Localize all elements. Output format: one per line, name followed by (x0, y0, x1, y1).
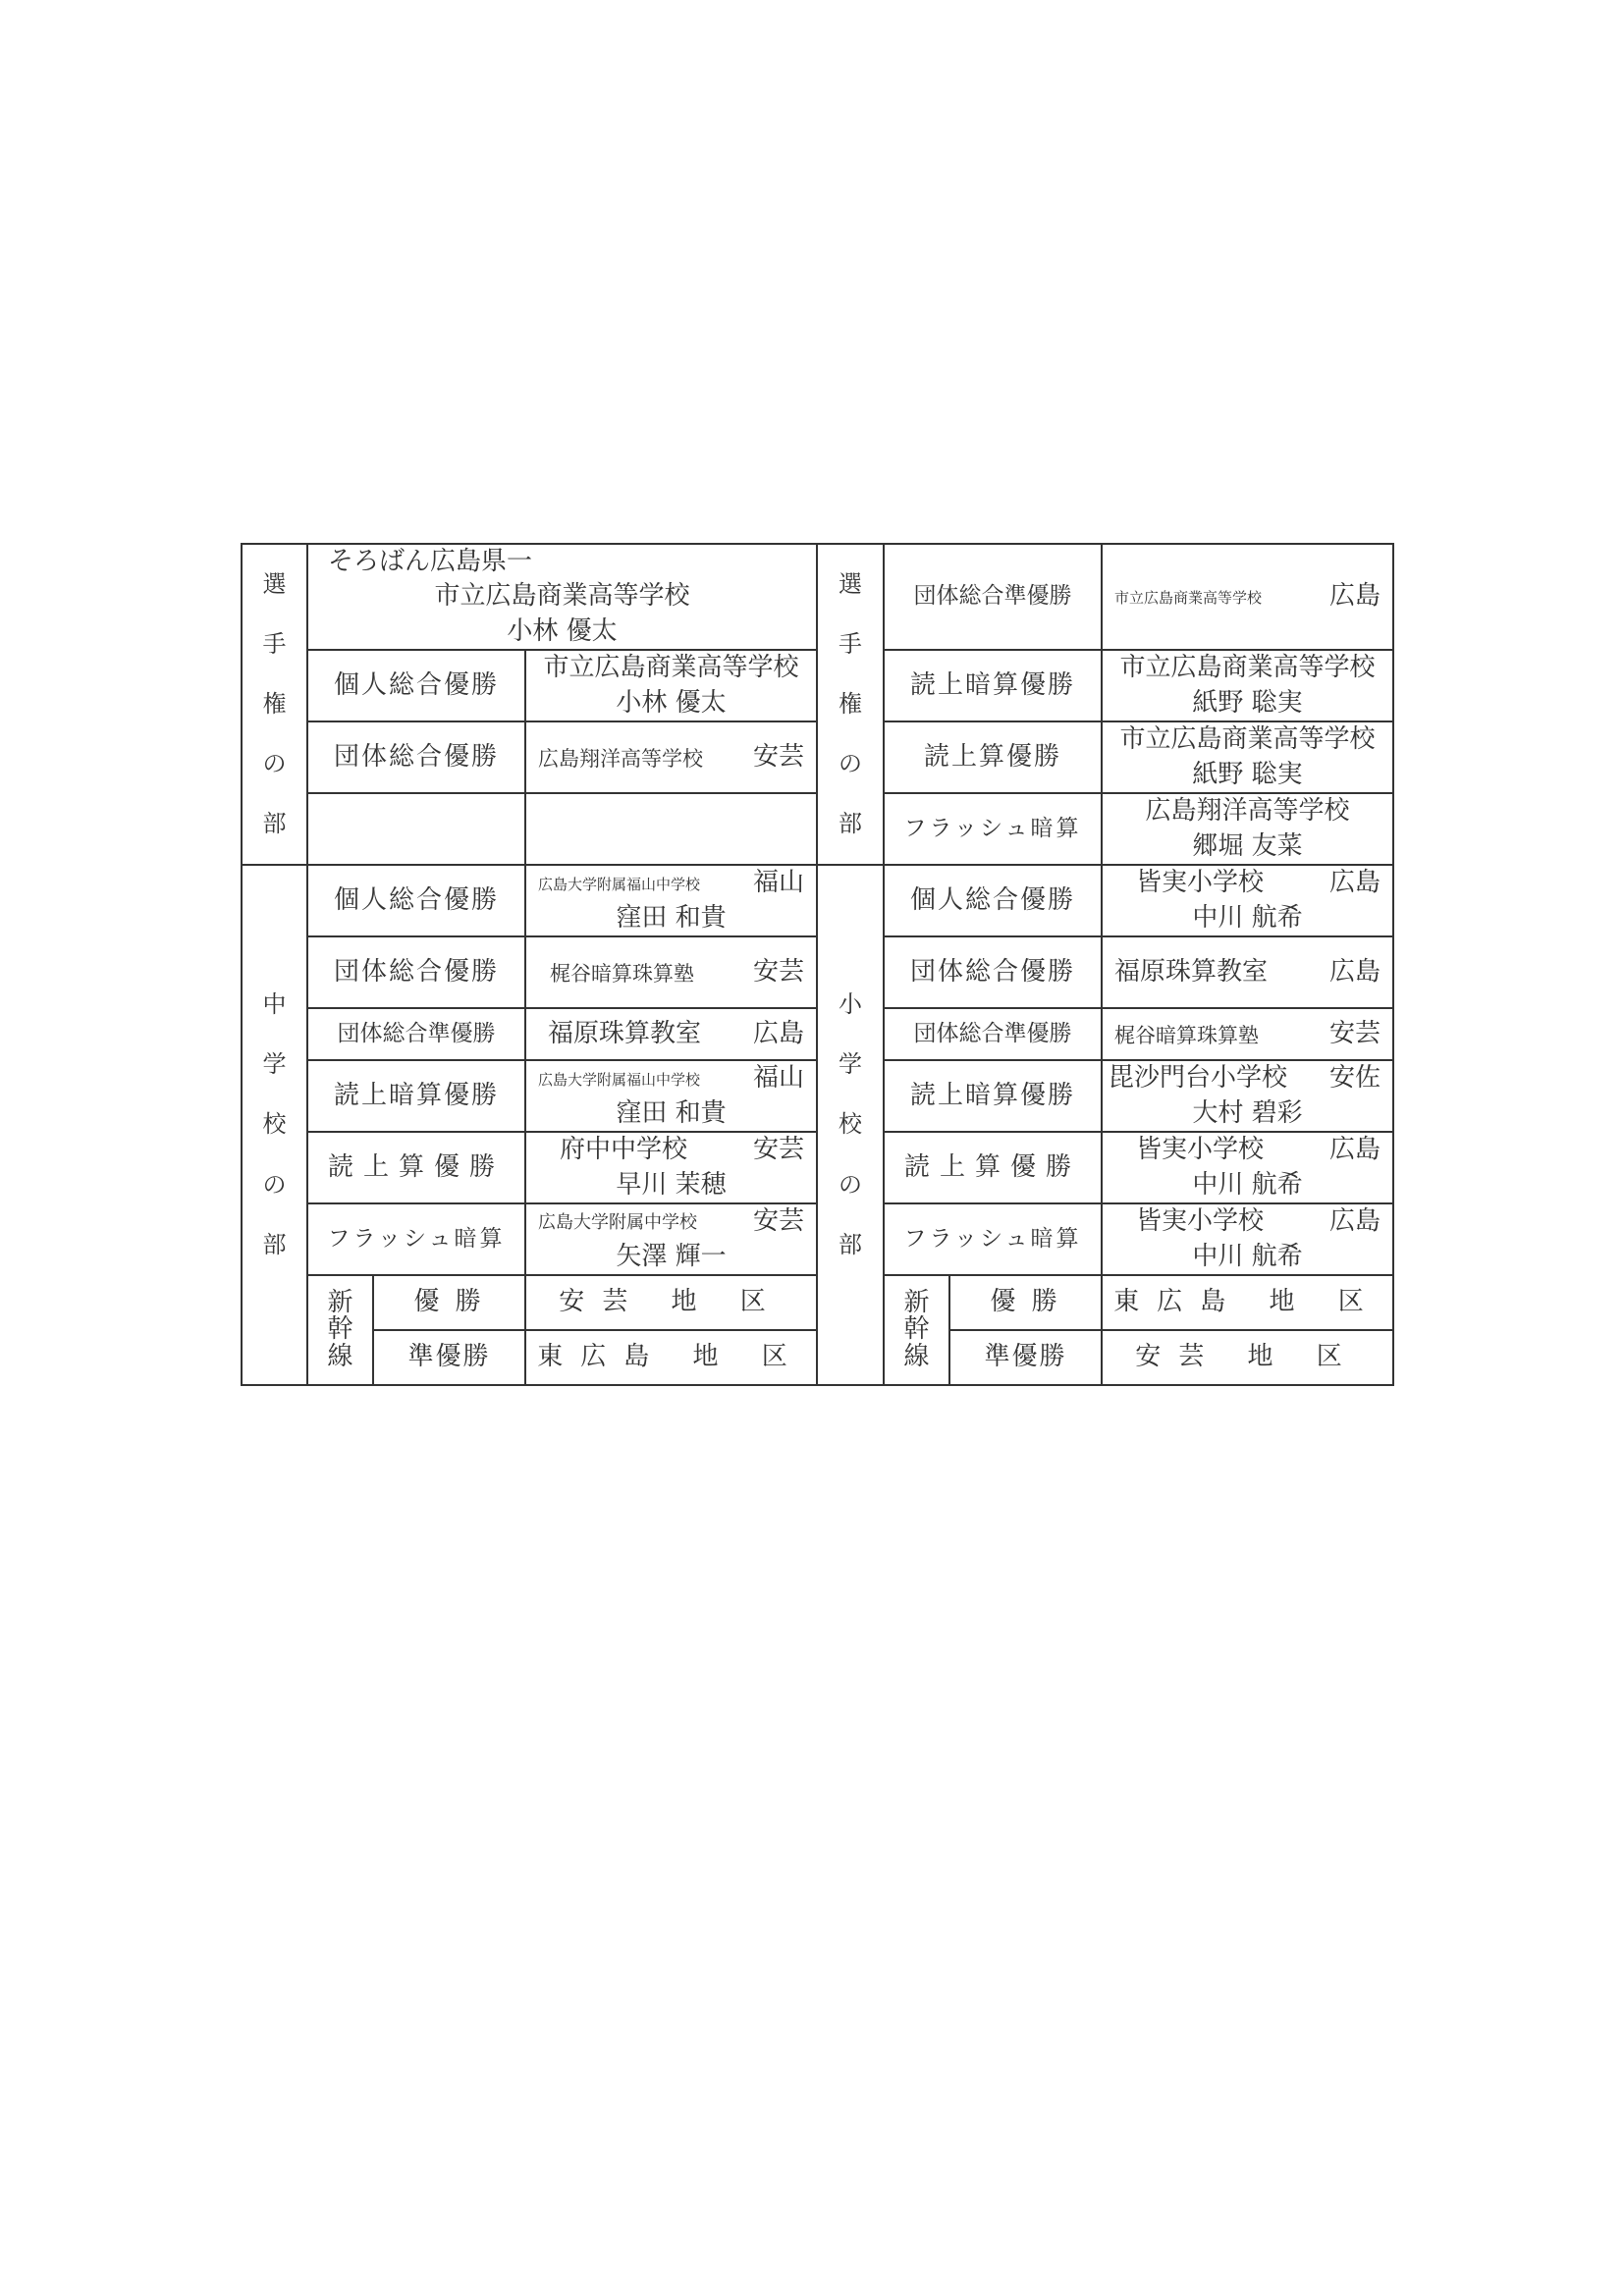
vertical-label: 新 幹 線 (903, 1288, 930, 1371)
school-name: 広島大学附属福山中学校 (538, 1071, 701, 1090)
right-row-value (1102, 1008, 1393, 1060)
school-name: 皆実小学校 (1136, 1135, 1265, 1165)
person-name: 窪田 和貴 (616, 1097, 727, 1128)
school-name: 皆実小学校 (1136, 868, 1265, 898)
region-name: 福山 (752, 1063, 804, 1094)
left-row-value (525, 650, 817, 721)
right-row-value (1102, 1203, 1393, 1275)
results-table (241, 543, 1394, 1386)
vertical-label: 新 幹 線 (327, 1288, 353, 1371)
region-name: 安佐 (1328, 1063, 1380, 1094)
right-row-label: フラッシュ暗算 (884, 793, 1102, 865)
shogaku-label (817, 865, 884, 1385)
left-row-label: 読上暗算優勝 (307, 1060, 525, 1132)
right-senshuken-label (817, 544, 884, 865)
vertical-label: 小 学 校 の 部 (839, 990, 862, 1258)
left-row-label: 団体総合優勝 (307, 721, 525, 793)
right-row-value (1102, 1060, 1393, 1132)
empty-cell (525, 793, 817, 865)
champion-cell (307, 544, 817, 650)
right-win-label: 優 勝 (949, 1275, 1102, 1330)
region-name: 福山 (752, 868, 804, 898)
right-row-label: 団体総合準優勝 (884, 544, 1102, 650)
school-name: 市立広島商業高等学校 (543, 653, 799, 683)
right-row-label: 団体総合準優勝 (884, 1008, 1102, 1060)
school-name: 梶谷暗算珠算塾 (1114, 1023, 1259, 1047)
person-name: 郷堀 友菜 (1192, 830, 1303, 861)
school-name: 広島翔洋高等学校 (538, 746, 703, 771)
right-row-value (1102, 721, 1393, 793)
right-row-value (1102, 865, 1393, 936)
right-row-label: 個人総合優勝 (884, 865, 1102, 936)
region-name: 安芸 (752, 741, 804, 772)
person-name: 紙野 聡実 (1192, 687, 1303, 718)
school-name: 皆実小学校 (1136, 1206, 1265, 1237)
empty-cell (307, 793, 525, 865)
right-runner-region: 安芸 地 区 (1102, 1330, 1393, 1385)
chugaku-label (242, 865, 307, 1385)
right-shinkansen-label (884, 1275, 949, 1385)
left-row-label: 個人総合優勝 (307, 650, 525, 721)
left-row-label: フラッシュ暗算 (307, 1203, 525, 1275)
champion-school: 市立広島商業高等学校 (434, 581, 690, 612)
left-row-value (525, 936, 817, 1008)
right-row-label: フラッシュ暗算 (884, 1203, 1102, 1275)
person-name: 矢澤 輝一 (616, 1241, 727, 1271)
vertical-label: 中 学 校 の 部 (262, 990, 287, 1258)
person-name: 中川 航希 (1192, 1169, 1303, 1200)
region-name: 広島 (1328, 868, 1380, 898)
right-row-value (1102, 544, 1393, 650)
left-win-label: 優 勝 (373, 1275, 525, 1330)
person-name: 中川 航希 (1192, 1241, 1303, 1271)
left-shinkansen-label (307, 1275, 373, 1385)
region-name: 広島 (1328, 1135, 1380, 1165)
person-name: 早川 茉穂 (616, 1169, 727, 1200)
school-name: 市立広島商業高等学校 (1119, 653, 1376, 683)
region-name: 安芸 (752, 1206, 804, 1237)
left-row-label: 個人総合優勝 (307, 865, 525, 936)
right-row-value (1102, 650, 1393, 721)
right-row-label: 読上算優勝 (884, 1132, 1102, 1203)
left-runner-label: 準優勝 (373, 1330, 525, 1385)
region-name: 安芸 (752, 1135, 804, 1165)
school-name: 市立広島商業高等学校 (1114, 589, 1263, 608)
person-name: 紙野 聡実 (1192, 759, 1303, 789)
school-name: 広島大学附属福山中学校 (538, 876, 701, 894)
region-name: 安芸 (752, 956, 804, 987)
region-name: 広島 (1328, 1206, 1380, 1237)
school-name: 市立広島商業高等学校 (1119, 724, 1376, 755)
left-row-value (525, 865, 817, 936)
school-name: 広島翔洋高等学校 (1145, 796, 1350, 827)
person-name: 中川 航希 (1192, 902, 1303, 933)
right-row-value (1102, 793, 1393, 865)
vertical-label: 選 手 権 の 部 (839, 569, 862, 838)
left-row-label: 読上算優勝 (307, 1132, 525, 1203)
school-name: 梶谷暗算珠算塾 (550, 961, 694, 986)
left-row-value (525, 721, 817, 793)
right-row-label: 読上暗算優勝 (884, 650, 1102, 721)
right-row-label: 読上暗算優勝 (884, 1060, 1102, 1132)
school-name: 福原珠算教室 (548, 1018, 702, 1048)
right-row-value (1102, 1132, 1393, 1203)
right-win-region: 東広島 地 区 (1102, 1275, 1393, 1330)
vertical-label: 選 手 権 の 部 (262, 569, 287, 838)
school-name: 毘沙門台小学校 (1109, 1063, 1288, 1094)
champion-name: 小林 優太 (507, 615, 618, 646)
person-name: 小林 優太 (616, 687, 727, 718)
region-name: 広島 (1328, 956, 1380, 987)
right-row-value (1102, 936, 1393, 1008)
left-runner-region: 東広島 地 区 (525, 1330, 817, 1385)
right-row-label: 団体総合優勝 (884, 936, 1102, 1008)
school-name: 福原珠算教室 (1114, 956, 1269, 987)
left-win-region: 安芸 地 区 (525, 1275, 817, 1330)
school-name: 府中中学校 (560, 1135, 688, 1165)
left-senshuken-label (242, 544, 307, 865)
region-name: 安芸 (1328, 1018, 1380, 1048)
person-name: 窪田 和貴 (616, 902, 727, 933)
left-row-value (525, 1203, 817, 1275)
person-name: 大村 碧彩 (1192, 1097, 1303, 1128)
left-row-value (525, 1060, 817, 1132)
left-row-label: 団体総合優勝 (307, 936, 525, 1008)
school-name: 広島大学附属中学校 (538, 1212, 697, 1234)
right-runner-label: 準優勝 (949, 1330, 1102, 1385)
left-row-label: 団体総合準優勝 (307, 1008, 525, 1060)
left-row-value (525, 1008, 817, 1060)
right-row-label: 読上算優勝 (884, 721, 1102, 793)
left-row-value (525, 1132, 817, 1203)
champion-title: そろばん広島県一 (328, 547, 533, 577)
region-name: 広島 (752, 1018, 804, 1048)
region-name: 広島 (1328, 581, 1380, 612)
